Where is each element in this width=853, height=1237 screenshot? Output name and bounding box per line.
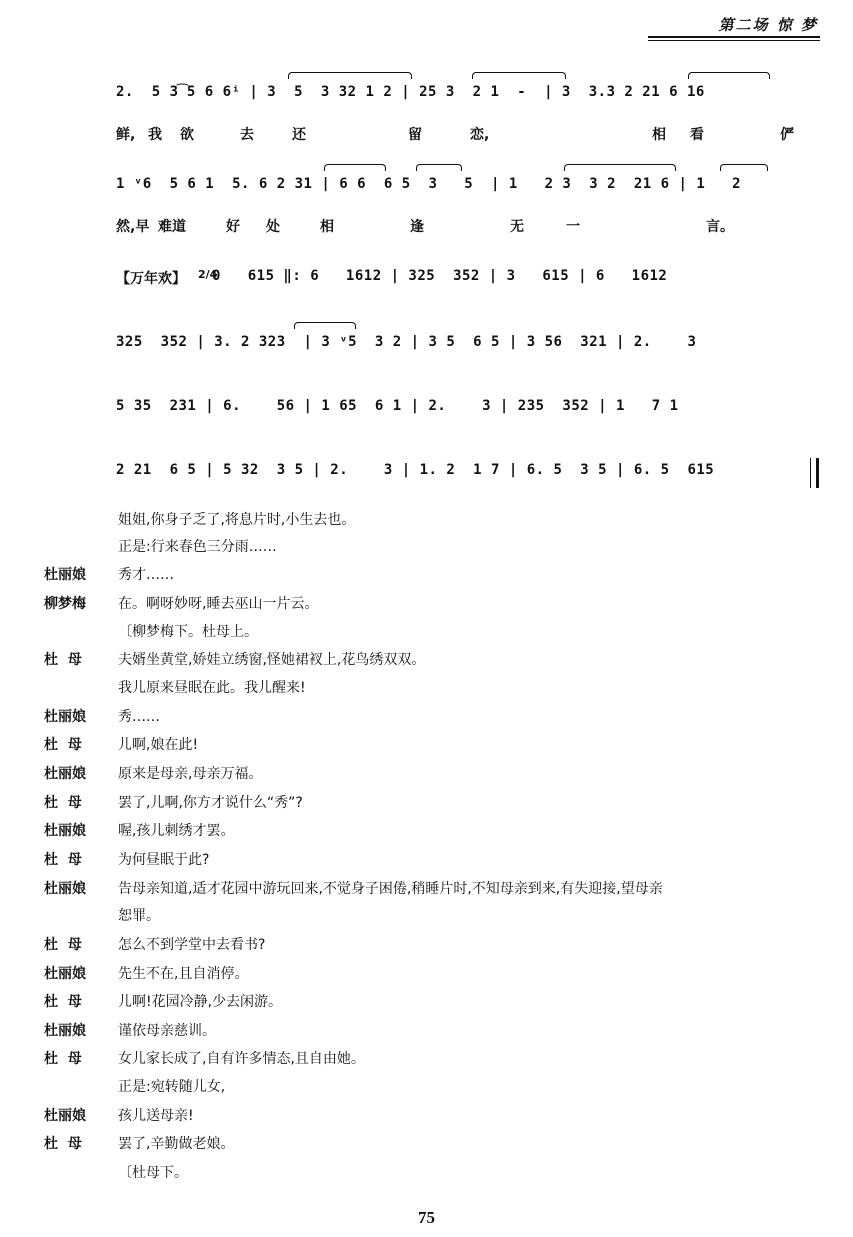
score-row-1: 2. 5 3͡5 6 6ⁱ | 3 5 3 32 1 2 | 25 3 2 1 - | 3 3.3 2 21 6 16 (116, 84, 705, 100)
lyric: 看 (690, 127, 704, 143)
lyric: 然,早 (116, 219, 150, 235)
line-text: 夫婿坐黄堂,娇娃立绣窗,怪她裙衩上,花鸟绣双双。 (118, 652, 426, 668)
page-header-title: 第二场 惊 梦 (718, 16, 818, 34)
lyric: 留 (408, 127, 422, 143)
lyric: 逢 (410, 219, 424, 235)
lyric: 处 (266, 219, 280, 235)
line-text: 〔柳梦梅下。杜母上。 (118, 624, 258, 640)
tune-label: 【万年欢】 (116, 271, 186, 287)
line-text: 恕罪。 (118, 908, 160, 924)
lyric: 无 (510, 219, 524, 235)
lyric: 鲜, (116, 127, 136, 143)
slur (294, 322, 356, 329)
speaker: 杜丽娘 (44, 823, 86, 839)
speaker: 柳梦梅 (44, 596, 86, 612)
speaker: 杜丽娘 (44, 966, 86, 982)
header-rule-thin (648, 40, 820, 41)
line-text: 喔,孩儿刺绣才罢。 (118, 823, 235, 839)
score-row-3-notes: 0 615 ‖: 6 1612 | 325 352 | 3 615 | 6 1612 (212, 268, 668, 284)
page-number: 75 (418, 1208, 435, 1227)
lyric: 相 (652, 127, 666, 143)
score-row-5: 5 35 231 | 6. 56 | 1 65 6 1 | 2. 3 | 235 352 | 1 7 1 (116, 398, 679, 414)
line-text: 先生不在,且自消停。 (118, 966, 249, 982)
lyric: 欲 (180, 127, 194, 143)
slur (472, 72, 566, 79)
line-text: 在。啊呀妙呀,睡去巫山一片云。 (118, 596, 319, 612)
speaker: 杜 母 (44, 994, 82, 1010)
speaker: 杜丽娘 (44, 766, 86, 782)
lyric: 还 (292, 127, 306, 143)
speaker: 杜 母 (44, 1136, 82, 1152)
speaker: 杜丽娘 (44, 567, 86, 583)
slur (324, 164, 386, 171)
line-text: 正是:行来春色三分雨…… (118, 539, 277, 555)
lyric: 去 (240, 127, 254, 143)
line-text: 儿啊,娘在此! (118, 737, 199, 753)
lyric: 相 (320, 219, 334, 235)
line-text: 谨依母亲慈训。 (118, 1023, 216, 1039)
lyric: 我 (148, 127, 162, 143)
line-text: 孩儿送母亲! (118, 1108, 194, 1124)
line-text: 儿啊!花园冷静,少去闲游。 (118, 994, 283, 1010)
speaker: 杜 母 (44, 652, 82, 668)
line-text: 正是:宛转随儿女, (118, 1079, 226, 1095)
slur (688, 72, 770, 79)
time-signature: 2/4 (198, 268, 218, 281)
speaker: 杜 母 (44, 737, 82, 753)
score-row-4: 325 352 | 3. 2 323 | 3 ᵛ5 3 2 | 3 5 6 5 | 3 56 321 | 2. 3 (116, 334, 697, 350)
final-double-bar (810, 458, 819, 488)
line-text: 女儿家长成了,自有许多情态,且自由她。 (118, 1051, 365, 1067)
lyric: 一 (566, 219, 580, 235)
line-text: 罢了,辛勤做老娘。 (118, 1136, 235, 1152)
slur (564, 164, 676, 171)
lyric: 难道 (158, 219, 186, 235)
line-text: 告母亲知道,适才花园中游玩回来,不觉身子困倦,稍睡片时,不知母亲到来,有失迎接,望母亲 (118, 881, 663, 897)
speaker: 杜丽娘 (44, 1023, 86, 1039)
line-text: 秀…… (118, 709, 160, 725)
line-text: 姐姐,你身子乏了,将息片时,小生去也。 (118, 512, 356, 528)
speaker: 杜丽娘 (44, 709, 86, 725)
line-text: 秀才…… (118, 567, 174, 583)
lyric: 言。 (706, 219, 734, 235)
line-text: 原来是母亲,母亲万福。 (118, 766, 263, 782)
header-rule (648, 36, 820, 38)
line-text: 为何昼眠于此? (118, 852, 210, 868)
speaker: 杜 母 (44, 1051, 82, 1067)
speaker: 杜 母 (44, 852, 82, 868)
line-text: 〔杜母下。 (118, 1165, 188, 1181)
speaker: 杜 母 (44, 795, 82, 811)
score-row-2: 1 ᵛ6 5 6 1 5. 6 2 31 | 6 6 6 5 3 5 | 1 2 3 3 2 21 6 | 1 2 (116, 176, 742, 192)
lyric: 恋, (470, 127, 490, 143)
speaker: 杜丽娘 (44, 881, 86, 897)
lyric: 俨 (780, 127, 794, 143)
lyric: 好 (226, 219, 240, 235)
speaker: 杜 母 (44, 937, 82, 953)
slur (288, 72, 412, 79)
line-text: 怎么不到学堂中去看书? (118, 937, 266, 953)
slur (720, 164, 768, 171)
line-text: 罢了,儿啊,你方才说什么“秀”? (118, 795, 303, 811)
line-text: 我儿原来昼眠在此。我儿醒来! (118, 680, 306, 696)
slur (416, 164, 462, 171)
score-row-6: 2 21 6 5 | 5 32 3 5 | 2. 3 | 1. 2 1 7 | 6. 5 3 5 | 6. 5 615 (116, 462, 715, 478)
speaker: 杜丽娘 (44, 1108, 86, 1124)
